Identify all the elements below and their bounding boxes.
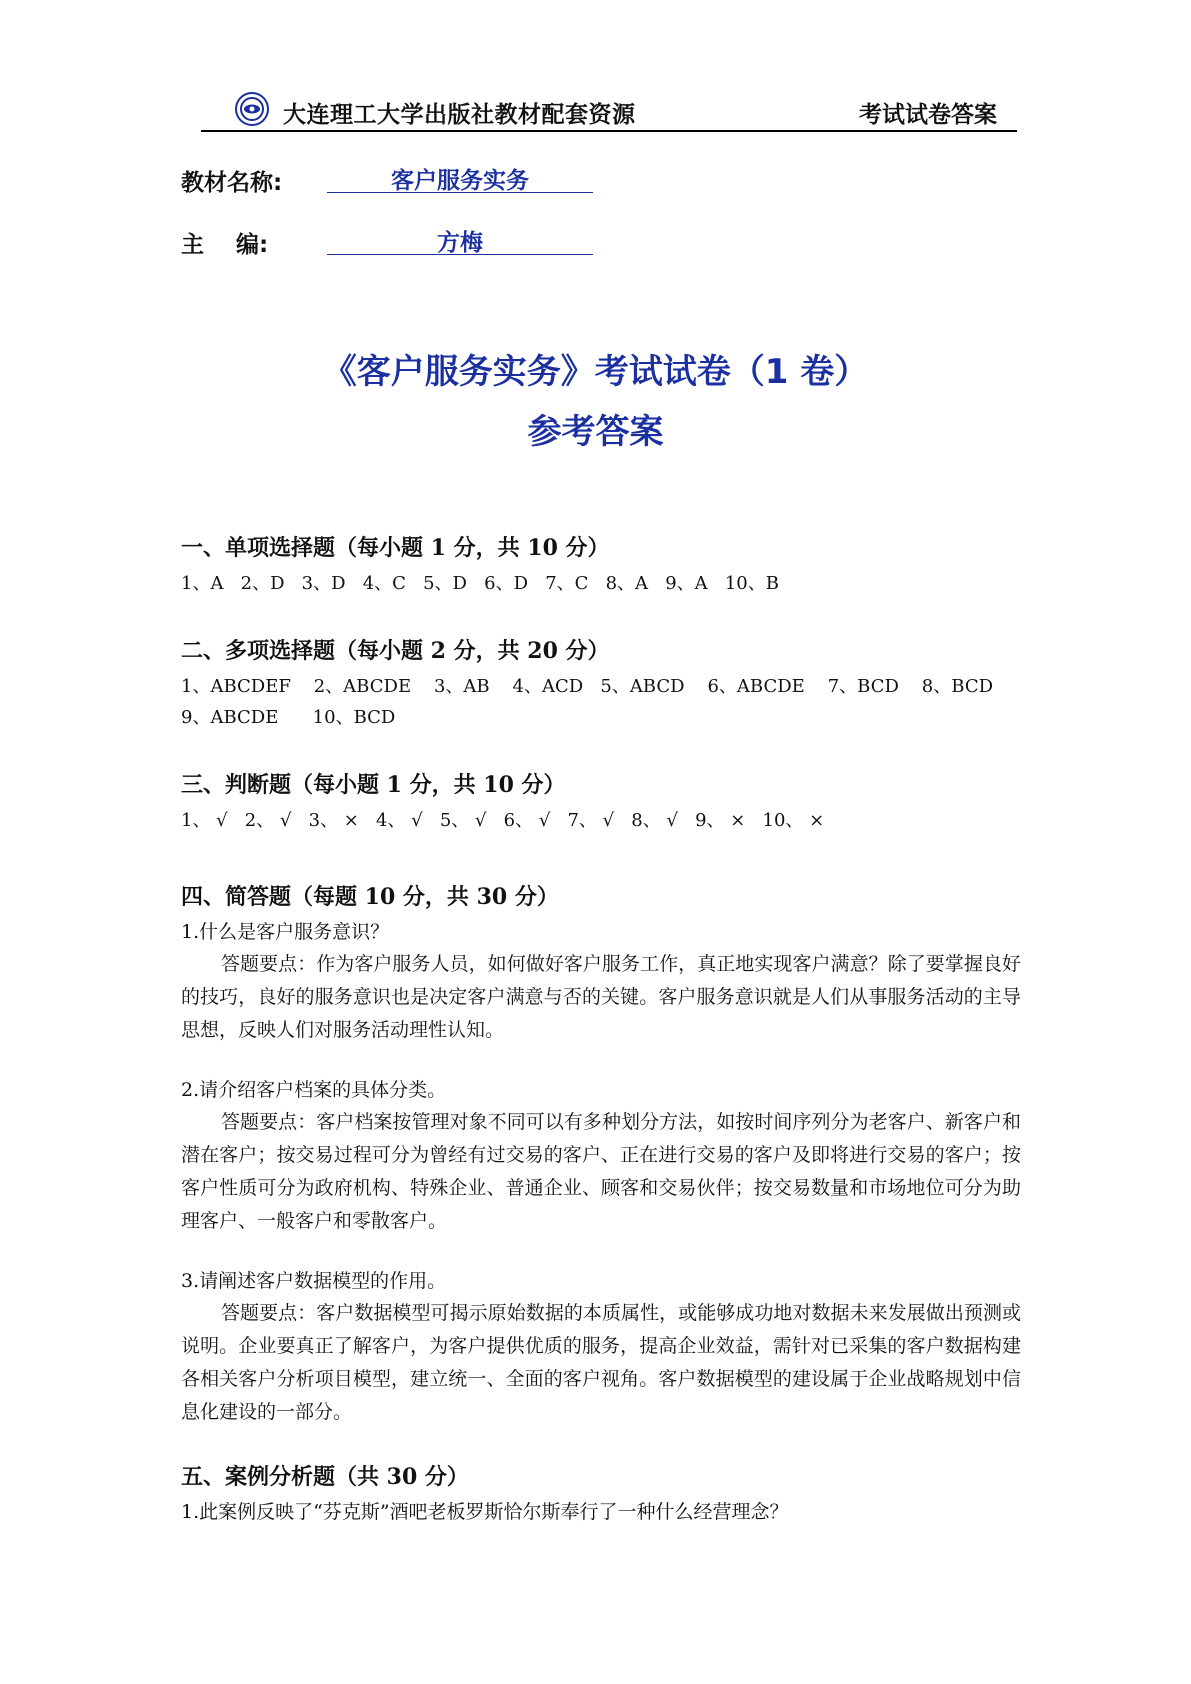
section-heading: 五、案例分析题（共 30 分） (181, 1464, 469, 1490)
section-heading: 三、判断题（每小题 1 分，共 10 分） (181, 772, 566, 798)
header-publisher: 大连理工大学出版社教材配套资源 (283, 102, 636, 128)
question-text: 2.请介绍客户档案的具体分类。 (181, 1079, 447, 1101)
exam-subtitle: 参考答案 (527, 412, 664, 452)
answer-paragraph: 答题要点：客户数据模型可揭示原始数据的本质属性，或能够成功地对数据未来发展做出预测或说明。企业要真正了解客户，为客户提供优质的服务，提高企业效益，需针对已采集的客户数据构建各相关客户分析项目模型，建立统一、全面的客户视角。客户数据模型的建设属于企业战略规划中信息化建设的一部分。 (181, 1302, 1021, 1423)
exam-title: 《客户服务实务》考试试卷（1 卷） (322, 352, 869, 392)
book-name-value: 客户服务实务 (327, 162, 593, 193)
section-single-choice (181, 531, 1021, 599)
answer-line: 1、ABCDEF 2、ABCDE 3、AB 4、ACD 5、ABCD 6、ABCDE 7、BCD 8、BCD (181, 676, 994, 697)
header-doc-type: 考试试卷答案 (859, 102, 997, 128)
editor-value: 方梅 (327, 224, 593, 255)
section-case-analysis (181, 1460, 1021, 1528)
question-text: 1.此案例反映了“芬克斯”酒吧老板罗斯恰尔斯奉行了一种什么经营理念？ (181, 1501, 789, 1523)
section-heading: 二、多项选择题（每小题 2 分，共 20 分） (181, 638, 610, 664)
section-short-answer (181, 880, 1021, 1429)
book-name-label: 教材名称: (181, 170, 283, 196)
section-multi-choice (181, 634, 1021, 733)
answer-line: 1、 √ 2、 √ 3、 × 4、 √ 5、 √ 6、 √ 7、 √ 8、 √ 9、 × 10、 × (181, 810, 825, 831)
publisher-logo-icon (235, 92, 269, 126)
answer-line: 1、A 2、D 3、D 4、C 5、D 6、D 7、C 8、A 9、A 10、B (181, 573, 779, 594)
answer-paragraph: 答题要点：作为客户服务人员，如何做好客户服务工作，真正地实现客户满意？除了要掌握良好的技巧，良好的服务意识也是决定客户满意与否的关键。客户服务意识就是人们从事服务活动的主导思想，反映人们对服务活动理性认知。 (181, 953, 1021, 1041)
section-true-false (181, 768, 1021, 836)
editor-label: 主 编: (181, 232, 269, 258)
question-text: 1.什么是客户服务意识？ (181, 921, 390, 943)
section-heading: 一、单项选择题（每小题 1 分，共 10 分） (181, 535, 610, 561)
answer-paragraph: 答题要点：客户档案按管理对象不同可以有多种划分方法，如按时间序列分为老客户、新客户和潜在客户；按交易过程可分为曾经有过交易的客户、正在进行交易的客户及即将进行交易的客户；按客户性质可分为政府机构、特殊企业、普通企业、顾客和交易伙伴；按交易数量和市场地位可分为助理客户、一般客户和零散客户。 (181, 1111, 1021, 1232)
section-heading: 四、简答题（每题 10 分，共 30 分） (181, 884, 559, 910)
answer-line: 9、ABCDE 10、BCD (181, 707, 396, 728)
page-header (201, 92, 1017, 132)
question-text: 3.请阐述客户数据模型的作用。 (181, 1270, 447, 1292)
